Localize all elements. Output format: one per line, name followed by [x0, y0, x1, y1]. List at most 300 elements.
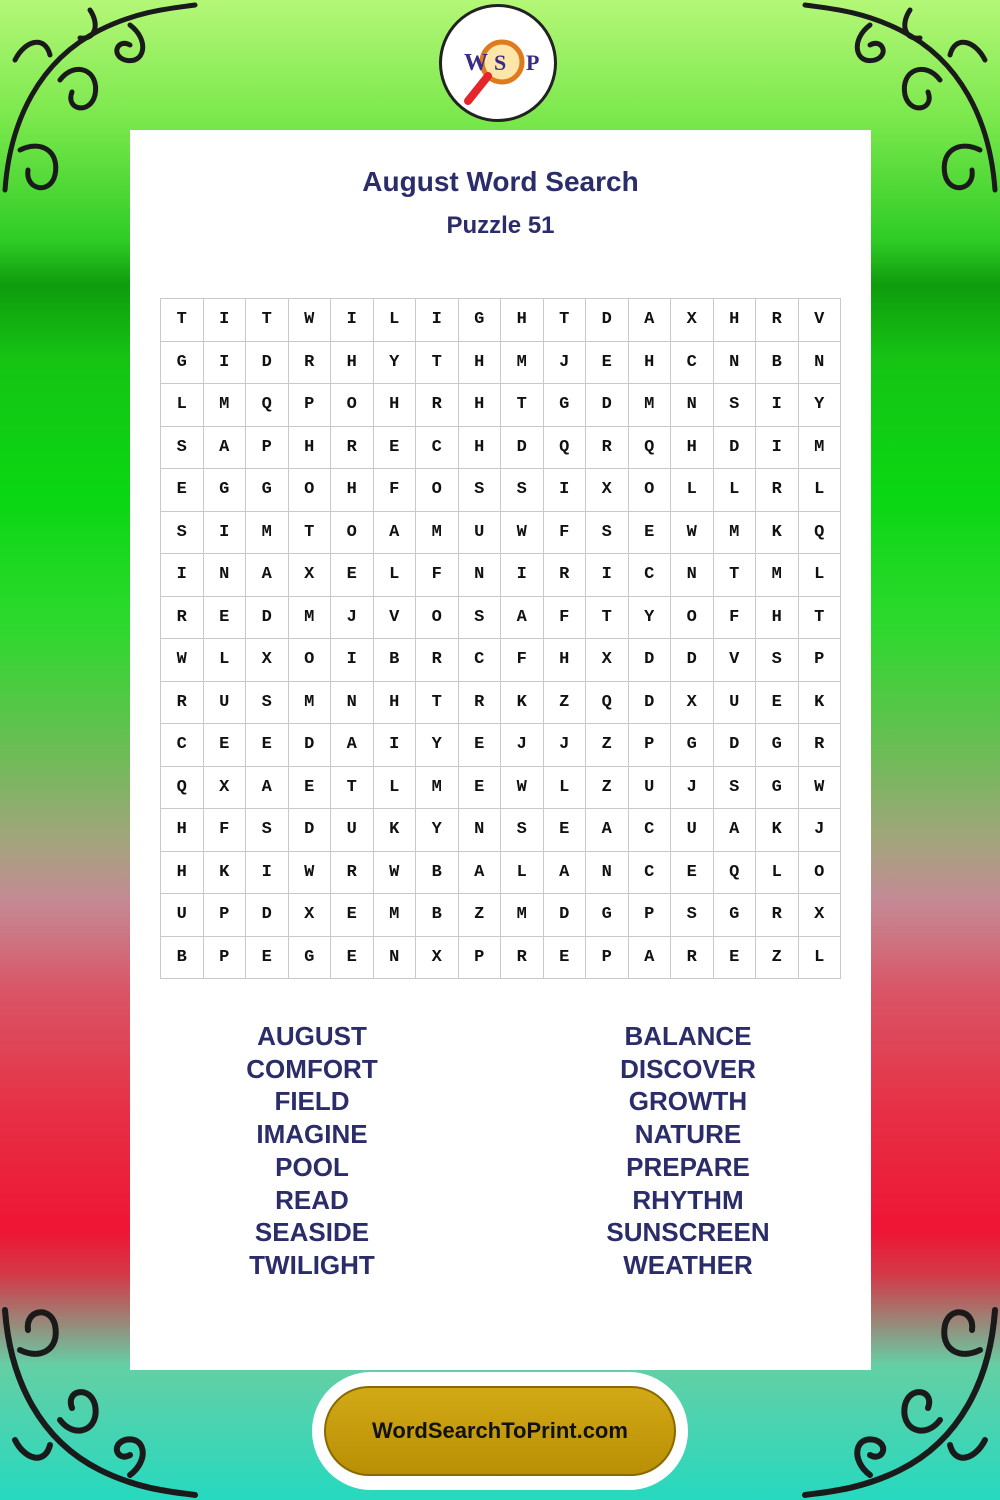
grid-cell[interactable]: X: [798, 894, 841, 937]
grid-cell[interactable]: T: [161, 299, 204, 342]
grid-cell[interactable]: E: [331, 936, 374, 979]
grid-cell[interactable]: G: [161, 341, 204, 384]
grid-cell[interactable]: R: [161, 681, 204, 724]
grid-row: [161, 384, 841, 427]
grid-cell[interactable]: B: [373, 639, 416, 682]
grid-cell[interactable]: H: [373, 681, 416, 724]
grid-cell[interactable]: S: [501, 809, 544, 852]
grid-cell[interactable]: G: [586, 894, 629, 937]
grid-cell[interactable]: G: [671, 724, 714, 767]
grid-cell[interactable]: J: [501, 724, 544, 767]
word-list-left: [162, 1020, 462, 1282]
grid-cell[interactable]: C: [628, 809, 671, 852]
grid-cell[interactable]: O: [798, 851, 841, 894]
grid-cell[interactable]: U: [203, 681, 246, 724]
grid-cell[interactable]: T: [713, 554, 756, 597]
word-list-item: BALANCE: [624, 1021, 752, 1051]
grid-cell[interactable]: E: [203, 596, 246, 639]
grid-cell[interactable]: I: [756, 426, 799, 469]
grid-cell[interactable]: D: [246, 341, 289, 384]
grid-cell[interactable]: D: [628, 639, 671, 682]
grid-cell[interactable]: N: [586, 851, 629, 894]
grid-row: [161, 639, 841, 682]
grid-row: [161, 681, 841, 724]
grid-cell[interactable]: M: [628, 384, 671, 427]
logo-letter-w: W: [464, 50, 488, 76]
grid-cell[interactable]: M: [416, 766, 459, 809]
grid-cell[interactable]: L: [373, 299, 416, 342]
grid-cell[interactable]: A: [203, 426, 246, 469]
grid-cell[interactable]: N: [671, 554, 714, 597]
grid-cell[interactable]: O: [331, 384, 374, 427]
grid-cell[interactable]: U: [628, 766, 671, 809]
grid-cell[interactable]: P: [458, 936, 501, 979]
grid-cell[interactable]: T: [501, 384, 544, 427]
grid-cell[interactable]: Q: [161, 766, 204, 809]
grid-cell[interactable]: A: [586, 809, 629, 852]
grid-cell[interactable]: N: [671, 384, 714, 427]
grid-cell[interactable]: G: [756, 766, 799, 809]
grid-cell[interactable]: C: [628, 554, 671, 597]
grid-cell[interactable]: D: [246, 894, 289, 937]
grid-cell[interactable]: W: [288, 851, 331, 894]
logo-letter-p: P: [526, 50, 540, 75]
grid-cell[interactable]: T: [798, 596, 841, 639]
grid-cell[interactable]: S: [458, 596, 501, 639]
grid-cell[interactable]: R: [798, 724, 841, 767]
grid-cell[interactable]: N: [203, 554, 246, 597]
grid-cell[interactable]: F: [543, 511, 586, 554]
grid-cell[interactable]: E: [671, 851, 714, 894]
grid-cell[interactable]: L: [373, 554, 416, 597]
grid-cell[interactable]: Y: [416, 809, 459, 852]
grid-cell[interactable]: R: [501, 936, 544, 979]
grid-cell[interactable]: P: [203, 894, 246, 937]
grid-row: [161, 511, 841, 554]
grid-cell[interactable]: O: [416, 596, 459, 639]
grid-row: [161, 936, 841, 979]
grid-cell[interactable]: D: [501, 426, 544, 469]
grid-cell[interactable]: R: [671, 936, 714, 979]
puzzle-subtitle: Puzzle 51: [446, 212, 555, 239]
grid-row: [161, 469, 841, 512]
grid-cell[interactable]: T: [416, 681, 459, 724]
grid-cell[interactable]: H: [628, 341, 671, 384]
word-list-item: WEATHER: [623, 1249, 753, 1280]
grid-cell[interactable]: D: [628, 681, 671, 724]
grid-cell[interactable]: I: [203, 299, 246, 342]
grid-cell[interactable]: H: [458, 384, 501, 427]
grid-cell[interactable]: R: [756, 469, 799, 512]
grid-cell[interactable]: E: [373, 426, 416, 469]
grid-cell[interactable]: H: [161, 809, 204, 852]
grid-row: [161, 766, 841, 809]
word-list-item: RHYTHM: [632, 1184, 744, 1215]
grid-cell[interactable]: I: [203, 341, 246, 384]
grid-cell[interactable]: G: [756, 724, 799, 767]
grid-cell[interactable]: O: [628, 469, 671, 512]
word-list-item: SUNSCREEN: [606, 1217, 770, 1248]
grid-row: [161, 724, 841, 767]
grid-cell[interactable]: L: [756, 851, 799, 894]
grid-cell[interactable]: D: [713, 426, 756, 469]
grid-row: [161, 894, 841, 937]
grid-cell[interactable]: N: [373, 936, 416, 979]
grid-cell[interactable]: H: [458, 426, 501, 469]
grid-cell[interactable]: L: [543, 766, 586, 809]
grid-cell[interactable]: X: [416, 936, 459, 979]
grid-cell[interactable]: R: [756, 894, 799, 937]
grid-cell[interactable]: V: [713, 639, 756, 682]
grid-cell[interactable]: F: [543, 596, 586, 639]
grid-cell[interactable]: K: [203, 851, 246, 894]
grid-cell[interactable]: E: [458, 766, 501, 809]
grid-cell[interactable]: H: [756, 596, 799, 639]
grid-cell[interactable]: H: [671, 426, 714, 469]
grid-cell[interactable]: H: [373, 384, 416, 427]
grid-cell[interactable]: D: [288, 724, 331, 767]
letter-grid: [160, 298, 841, 979]
grid-cell[interactable]: M: [713, 511, 756, 554]
word-list-item: FIELD: [274, 1086, 350, 1117]
grid-cell[interactable]: E: [628, 511, 671, 554]
grid-cell[interactable]: T: [586, 596, 629, 639]
grid-cell[interactable]: Q: [713, 851, 756, 894]
grid-cell[interactable]: W: [798, 766, 841, 809]
grid-cell[interactable]: M: [798, 426, 841, 469]
grid-row: [161, 341, 841, 384]
grid-cell[interactable]: H: [501, 299, 544, 342]
word-list-item: POOL: [275, 1151, 349, 1182]
grid-cell[interactable]: H: [331, 469, 374, 512]
site-link-button[interactable]: WordSearchToPrint.com: [324, 1386, 676, 1476]
grid-cell[interactable]: G: [203, 469, 246, 512]
grid-cell[interactable]: M: [288, 681, 331, 724]
grid-cell[interactable]: M: [416, 511, 459, 554]
grid-cell[interactable]: D: [586, 384, 629, 427]
grid-cell[interactable]: R: [416, 639, 459, 682]
grid-cell[interactable]: M: [288, 596, 331, 639]
grid-cell[interactable]: O: [671, 596, 714, 639]
grid-cell[interactable]: U: [458, 511, 501, 554]
grid-cell[interactable]: K: [373, 809, 416, 852]
grid-cell[interactable]: W: [501, 511, 544, 554]
grid-cell[interactable]: X: [586, 469, 629, 512]
grid-cell[interactable]: N: [798, 341, 841, 384]
grid-cell[interactable]: T: [416, 341, 459, 384]
grid-cell[interactable]: Q: [543, 426, 586, 469]
grid-cell[interactable]: G: [713, 894, 756, 937]
grid-cell[interactable]: O: [288, 639, 331, 682]
grid-cell[interactable]: R: [161, 596, 204, 639]
grid-cell[interactable]: N: [713, 341, 756, 384]
grid-cell[interactable]: V: [373, 596, 416, 639]
grid-cell[interactable]: T: [246, 299, 289, 342]
grid-cell[interactable]: W: [671, 511, 714, 554]
grid-cell[interactable]: S: [246, 809, 289, 852]
grid-cell[interactable]: D: [671, 639, 714, 682]
grid-cell[interactable]: R: [756, 299, 799, 342]
grid-cell[interactable]: A: [246, 766, 289, 809]
word-list-item: GROWTH: [628, 1086, 748, 1117]
grid-cell[interactable]: E: [246, 724, 289, 767]
grid-cell[interactable]: Z: [586, 766, 629, 809]
grid-cell[interactable]: X: [203, 766, 246, 809]
grid-cell[interactable]: Z: [756, 936, 799, 979]
grid-cell[interactable]: Y: [373, 341, 416, 384]
grid-cell[interactable]: A: [543, 851, 586, 894]
grid-cell[interactable]: T: [288, 511, 331, 554]
grid-cell[interactable]: C: [416, 426, 459, 469]
grid-cell[interactable]: E: [288, 766, 331, 809]
grid-cell[interactable]: L: [713, 469, 756, 512]
grid-cell[interactable]: K: [756, 809, 799, 852]
grid-cell[interactable]: P: [628, 894, 671, 937]
grid-cell[interactable]: E: [458, 724, 501, 767]
grid-cell[interactable]: A: [628, 936, 671, 979]
grid-cell[interactable]: C: [161, 724, 204, 767]
grid-cell[interactable]: A: [713, 809, 756, 852]
grid-cell[interactable]: L: [798, 554, 841, 597]
grid-cell[interactable]: M: [373, 894, 416, 937]
word-list-item: NATURE: [634, 1119, 742, 1150]
grid-cell[interactable]: U: [713, 681, 756, 724]
grid-cell[interactable]: B: [416, 894, 459, 937]
grid-cell[interactable]: O: [288, 469, 331, 512]
word-list-item: READ: [275, 1184, 349, 1215]
grid-cell[interactable]: R: [288, 341, 331, 384]
grid-cell[interactable]: R: [543, 554, 586, 597]
grid-cell[interactable]: Z: [586, 724, 629, 767]
grid-cell[interactable]: E: [586, 341, 629, 384]
logo-letter-s: S: [494, 50, 507, 75]
grid-cell[interactable]: I: [161, 554, 204, 597]
site-button-frame: [312, 1372, 688, 1490]
grid-cell[interactable]: B: [161, 936, 204, 979]
grid-cell[interactable]: Y: [628, 596, 671, 639]
grid-cell[interactable]: R: [416, 384, 459, 427]
grid-cell[interactable]: R: [331, 851, 374, 894]
grid-cell[interactable]: P: [203, 936, 246, 979]
grid-cell[interactable]: B: [416, 851, 459, 894]
grid-cell[interactable]: C: [628, 851, 671, 894]
grid-cell[interactable]: P: [288, 384, 331, 427]
grid-cell[interactable]: K: [798, 681, 841, 724]
grid-cell[interactable]: E: [246, 936, 289, 979]
grid-cell[interactable]: Q: [246, 384, 289, 427]
grid-cell[interactable]: X: [586, 639, 629, 682]
puzzle-title: August Word Search: [362, 166, 639, 197]
grid-cell[interactable]: X: [288, 554, 331, 597]
grid-cell[interactable]: I: [756, 384, 799, 427]
grid-cell[interactable]: N: [458, 554, 501, 597]
grid-cell[interactable]: L: [203, 639, 246, 682]
grid-cell[interactable]: F: [203, 809, 246, 852]
grid-cell[interactable]: R: [458, 681, 501, 724]
grid-cell[interactable]: B: [756, 341, 799, 384]
grid-cell[interactable]: N: [331, 681, 374, 724]
grid-cell[interactable]: J: [331, 596, 374, 639]
grid-cell[interactable]: X: [671, 299, 714, 342]
grid-cell[interactable]: T: [543, 299, 586, 342]
grid-cell[interactable]: G: [246, 469, 289, 512]
grid-cell[interactable]: D: [543, 894, 586, 937]
grid-cell[interactable]: Y: [798, 384, 841, 427]
grid-cell[interactable]: H: [713, 299, 756, 342]
grid-cell[interactable]: P: [586, 936, 629, 979]
grid-row: [161, 299, 841, 342]
grid-cell[interactable]: M: [756, 554, 799, 597]
grid-row: [161, 554, 841, 597]
grid-cell[interactable]: D: [586, 299, 629, 342]
grid-cell[interactable]: O: [331, 511, 374, 554]
grid-cell[interactable]: V: [798, 299, 841, 342]
grid-cell[interactable]: O: [416, 469, 459, 512]
grid-cell[interactable]: F: [416, 554, 459, 597]
word-list-item: SEASIDE: [254, 1217, 370, 1248]
grid-cell[interactable]: X: [288, 894, 331, 937]
grid-cell[interactable]: A: [458, 851, 501, 894]
grid-cell[interactable]: S: [161, 426, 204, 469]
grid-cell[interactable]: I: [586, 554, 629, 597]
grid-cell[interactable]: G: [543, 384, 586, 427]
grid-cell[interactable]: E: [203, 724, 246, 767]
grid-cell[interactable]: G: [288, 936, 331, 979]
grid-cell[interactable]: Y: [416, 724, 459, 767]
grid-cell[interactable]: S: [713, 766, 756, 809]
grid-cell[interactable]: P: [798, 639, 841, 682]
grid-cell[interactable]: Z: [543, 681, 586, 724]
grid-cell[interactable]: H: [161, 851, 204, 894]
grid-cell[interactable]: A: [501, 596, 544, 639]
word-list-right: [538, 1020, 838, 1282]
grid-cell[interactable]: A: [246, 554, 289, 597]
grid-cell[interactable]: M: [501, 341, 544, 384]
grid-cell[interactable]: S: [756, 639, 799, 682]
grid-cell[interactable]: I: [331, 299, 374, 342]
grid-cell[interactable]: H: [288, 426, 331, 469]
grid-cell[interactable]: F: [501, 639, 544, 682]
grid-cell[interactable]: C: [458, 639, 501, 682]
grid-cell[interactable]: N: [458, 809, 501, 852]
grid-cell[interactable]: S: [671, 894, 714, 937]
grid-cell[interactable]: S: [586, 511, 629, 554]
puzzle-sheet: [130, 130, 871, 1370]
grid-cell[interactable]: E: [331, 894, 374, 937]
grid-cell[interactable]: Z: [458, 894, 501, 937]
grid-cell[interactable]: H: [543, 639, 586, 682]
grid-cell[interactable]: I: [416, 299, 459, 342]
grid-cell[interactable]: W: [288, 299, 331, 342]
grid-cell[interactable]: P: [246, 426, 289, 469]
grid-cell[interactable]: X: [671, 681, 714, 724]
grid-cell[interactable]: I: [203, 511, 246, 554]
grid-cell[interactable]: I: [373, 724, 416, 767]
grid-cell[interactable]: Q: [586, 681, 629, 724]
grid-cell[interactable]: W: [501, 766, 544, 809]
word-list-item: COMFORT: [246, 1053, 378, 1084]
grid-row: [161, 851, 841, 894]
grid-cell[interactable]: L: [501, 851, 544, 894]
grid-cell[interactable]: I: [331, 639, 374, 682]
word-list-item: AUGUST: [257, 1021, 367, 1051]
grid-row: [161, 426, 841, 469]
grid-cell[interactable]: A: [628, 299, 671, 342]
grid-cell[interactable]: D: [713, 724, 756, 767]
grid-cell[interactable]: U: [161, 894, 204, 937]
grid-cell[interactable]: S: [161, 511, 204, 554]
grid-cell[interactable]: S: [501, 469, 544, 512]
grid-cell[interactable]: D: [288, 809, 331, 852]
grid-cell[interactable]: U: [331, 809, 374, 852]
grid-cell[interactable]: D: [246, 596, 289, 639]
grid-cell[interactable]: F: [373, 469, 416, 512]
grid-row: [161, 596, 841, 639]
grid-cell[interactable]: E: [543, 936, 586, 979]
grid-cell[interactable]: E: [713, 936, 756, 979]
word-list-item: TWILIGHT: [249, 1249, 375, 1280]
grid-cell[interactable]: H: [458, 341, 501, 384]
grid-cell[interactable]: H: [331, 341, 374, 384]
grid-cell[interactable]: I: [246, 851, 289, 894]
grid-cell[interactable]: K: [756, 511, 799, 554]
word-list-item: DISCOVER: [620, 1053, 756, 1084]
grid-cell[interactable]: A: [331, 724, 374, 767]
grid-cell[interactable]: S: [713, 384, 756, 427]
grid-cell[interactable]: G: [458, 299, 501, 342]
wsp-logo[interactable]: [439, 4, 557, 122]
word-list-item: IMAGINE: [256, 1119, 368, 1150]
grid-cell[interactable]: L: [161, 384, 204, 427]
grid-cell[interactable]: I: [501, 554, 544, 597]
grid-cell[interactable]: S: [458, 469, 501, 512]
grid-cell[interactable]: R: [331, 426, 374, 469]
word-list-item: PREPARE: [626, 1151, 750, 1182]
grid-cell[interactable]: Q: [798, 511, 841, 554]
grid-cell[interactable]: E: [543, 809, 586, 852]
grid-cell[interactable]: J: [543, 341, 586, 384]
grid-cell[interactable]: L: [798, 469, 841, 512]
grid-cell[interactable]: J: [543, 724, 586, 767]
grid-cell[interactable]: E: [756, 681, 799, 724]
grid-cell[interactable]: R: [586, 426, 629, 469]
grid-cell[interactable]: Q: [628, 426, 671, 469]
grid-row: [161, 809, 841, 852]
grid-cell[interactable]: M: [501, 894, 544, 937]
grid-cell[interactable]: J: [671, 766, 714, 809]
grid-cell[interactable]: M: [203, 384, 246, 427]
grid-cell[interactable]: E: [161, 469, 204, 512]
grid-cell[interactable]: X: [246, 639, 289, 682]
grid-cell[interactable]: T: [331, 766, 374, 809]
grid-cell[interactable]: E: [331, 554, 374, 597]
grid-cell[interactable]: W: [373, 851, 416, 894]
grid-cell[interactable]: C: [671, 341, 714, 384]
grid-cell[interactable]: I: [543, 469, 586, 512]
grid-cell[interactable]: S: [246, 681, 289, 724]
grid-cell[interactable]: L: [798, 936, 841, 979]
grid-cell[interactable]: A: [373, 511, 416, 554]
grid-cell[interactable]: M: [246, 511, 289, 554]
grid-cell[interactable]: K: [501, 681, 544, 724]
grid-cell[interactable]: J: [798, 809, 841, 852]
grid-cell[interactable]: P: [628, 724, 671, 767]
grid-cell[interactable]: L: [671, 469, 714, 512]
grid-cell[interactable]: L: [373, 766, 416, 809]
grid-cell[interactable]: U: [671, 809, 714, 852]
grid-cell[interactable]: W: [161, 639, 204, 682]
grid-cell[interactable]: F: [713, 596, 756, 639]
